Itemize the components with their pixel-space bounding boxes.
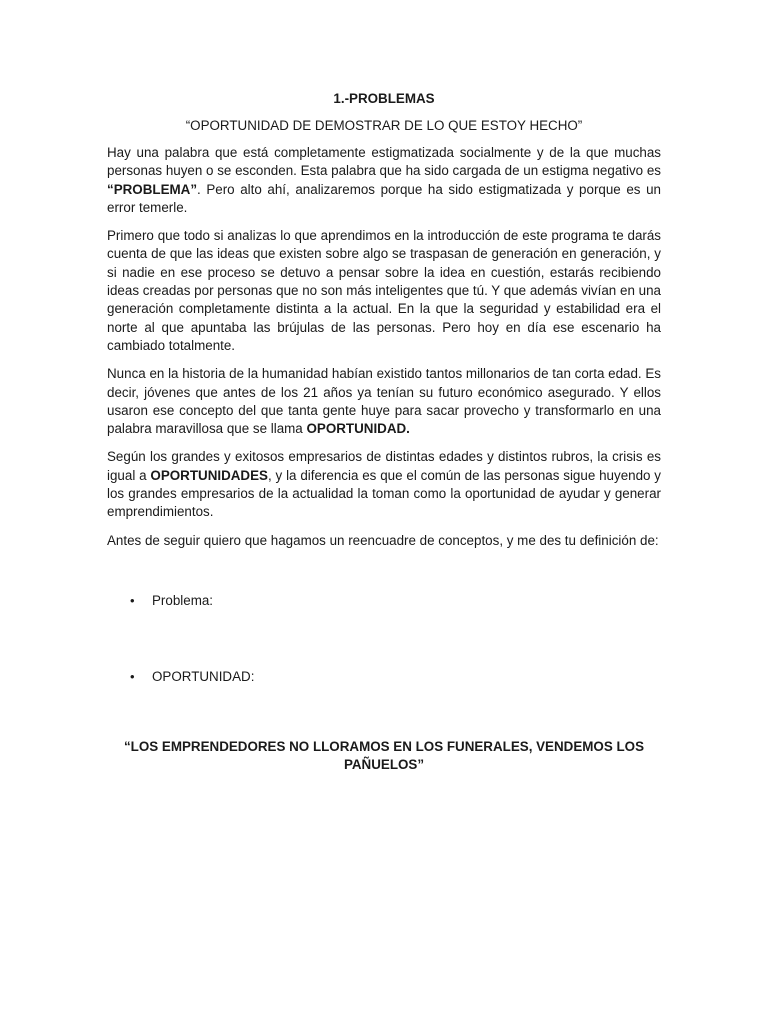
paragraph-1-text-c: . Pero alto ahí, analizaremos porque ha sido estigmatizada y porque es un error temerle. <box>107 181 661 215</box>
paragraph-4 <box>107 448 661 521</box>
paragraph-1-text-a: Hay una palabra que está completamente estigmatizada socialmente y de la que muchas personas huyen o se esconden. Esta palabra que ha sido cargada de un estigma negativo es <box>107 145 661 179</box>
paragraph-3-bold: OPORTUNIDAD. <box>306 421 410 437</box>
paragraph-4-text-a: Según los grandes y exitosos empresarios de distintas edades y distintos rubros, la crisis es igual a <box>107 449 661 483</box>
list-item <box>107 668 661 686</box>
page-title: 1.-PROBLEMAS <box>333 91 435 106</box>
list-item <box>107 592 661 610</box>
paragraph-3-text-a: Nunca en la historia de la humanidad habían existido tantos millonarios de tan corta edad. Es decir, jóvenes que antes de los 21 años ya tenían su futuro económico asegurado. Y ellos usaron ese concepto del que tanta gente huye para sacar provecho y transformarlo en una palabra maravillosa que se llama <box>107 366 661 437</box>
paragraph-5: Antes de seguir quiero que hagamos un reencuadre de conceptos, y me des tu definición de: <box>107 532 659 548</box>
list-item-label: OPORTUNIDAD: <box>152 668 255 684</box>
paragraph-3 <box>107 365 661 438</box>
bullet-icon: • <box>130 668 135 684</box>
page-subtitle: “OPORTUNIDAD DE DEMOSTRAR DE LO QUE ESTOY HECHO” <box>185 118 583 133</box>
paragraph-4-text-c: , y la diferencia es que el común de las personas sigue huyendo y los grandes empresarios de la actualidad la toman como la oportunidad de ayudar y generar emprendimientos. <box>107 467 662 520</box>
paragraph-2: Primero que todo si analizas lo que aprendimos en la introducción de este programa te darás cuenta de que las ideas que existen sobre algo se traspasan de generación en generación, y si nadie en ese proceso se detuvo a pensar sobre la idea en cuestión, estarás recibiendo ideas creadas por personas que no son más inteligentes que tú. Y que además vivían en una generación completamente distinta a la actual. En la que la seguridad y estabilidad era el norte al que apuntaba las brújulas de las personas. Pero hoy en día ese escenario ha cambiado totalmente. <box>107 228 661 353</box>
paragraph-1-bold: “PROBLEMA” <box>107 181 198 197</box>
list-item-label: Problema: <box>152 592 214 608</box>
paragraph-1 <box>107 144 661 217</box>
definition-list <box>107 592 661 686</box>
paragraph-4-bold: OPORTUNIDADES <box>150 467 268 483</box>
bullet-icon: • <box>130 592 135 608</box>
closing-quote: “LOS EMPRENDEDORES NO LLORAMOS EN LOS FUNERALES, VENDEMOS LOS PAÑUELOS” <box>123 738 645 772</box>
